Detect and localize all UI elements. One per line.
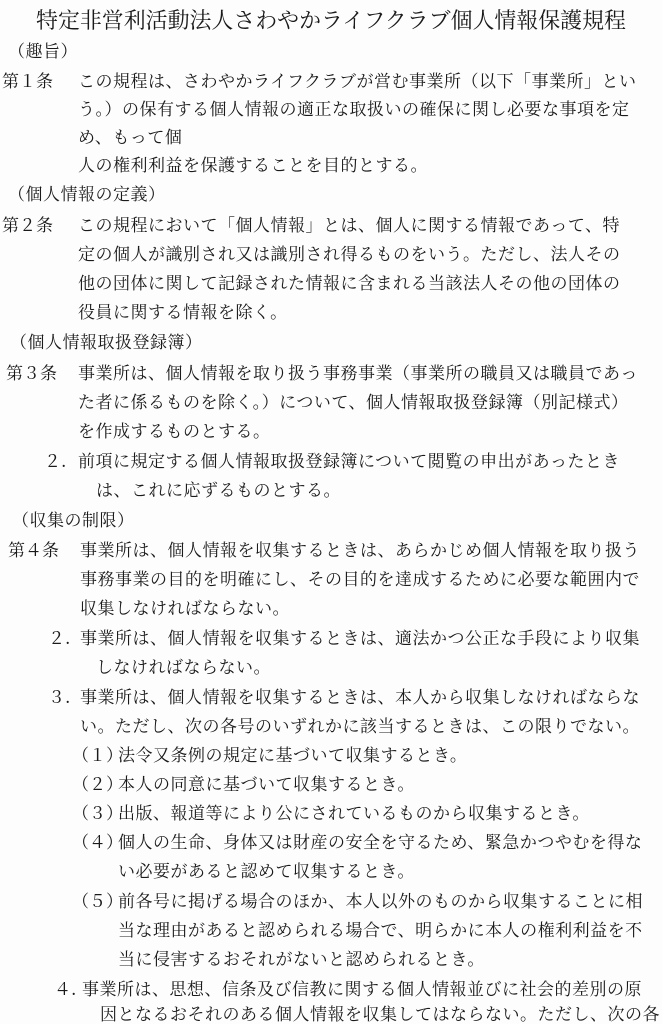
article-1-line: この規程は、さわやかライフクラブが営む事業所（以下「事業所」とい xyxy=(78,72,637,92)
article-1-line: う。）の保有する個人情報の適正な取扱いの確保に関し必要な事項を定 xyxy=(78,100,630,120)
article-3-line: た者に係るものを除く。）について、個人情報取扱登録簿（別記様式） xyxy=(78,393,629,413)
article-number-4: 第４条 xyxy=(8,541,59,561)
subitem-line: 個人の生命、身体又は財産の安全を守るため、緊急かつやむを得な xyxy=(118,833,643,853)
clause-line: 事業所は、個人情報を収集するときは、本人から収集しなければならな xyxy=(80,688,640,708)
section-heading-definition: （個人情報の定義） xyxy=(8,185,166,205)
section-heading-purpose: （趣旨） xyxy=(8,42,78,62)
section-heading-registry: （個人情報取扱登録簿） xyxy=(10,333,203,353)
subitem-line: 当な理由があると認められる場合で、明らかに本人の権利利益を不 xyxy=(118,921,643,941)
article-4-line: 収集しなければならない。 xyxy=(80,599,290,619)
article-number-3: 第３条 xyxy=(6,364,57,384)
clause-line: 因となるおそれのある個人情報を収集してはならない。ただし、次の各 xyxy=(100,1005,660,1025)
subitem-number: （５） xyxy=(72,892,123,912)
clause-line: い。ただし、次の各号のいずれかに該当するときは、この限りでない。 xyxy=(80,717,640,737)
article-2-line: 他の団体に関して記録された情報に含まれる当該法人その他の団体の xyxy=(78,274,621,294)
subitem-line: い必要があると認めて収集するとき。 xyxy=(118,862,415,882)
subitem-number: （２） xyxy=(72,775,123,795)
subitem-line: 出版、報道等により公にされているものから収集するとき。 xyxy=(118,804,590,824)
clause-number: ４. xyxy=(54,980,77,1000)
subitem-line: 前各号に掲げる場合のほか、本人以外のものから収集することに相 xyxy=(118,892,643,912)
subitem-number: （４） xyxy=(72,833,123,853)
clause-number: ３. xyxy=(48,688,71,708)
article-3-line: 事業所は、個人情報を取り扱う事務事業（事業所の職員又は職員であっ xyxy=(78,364,638,384)
subitem-number: （３） xyxy=(72,804,123,824)
article-4-line: 事業所は、個人情報を収集するときは、あらかじめ個人情報を取り扱う xyxy=(80,541,640,561)
clause-line: は、これに応ずるものとする。 xyxy=(96,481,341,501)
article-number-2: 第２条 xyxy=(2,216,53,236)
article-2-line: 定の個人が識別され又は識別され得るものをいう。ただし、法人その xyxy=(78,245,621,265)
subitem-number: （１） xyxy=(72,746,123,766)
subitem-line: 当に侵害するおそれがないと認められるとき。 xyxy=(118,950,485,970)
article-2-line: この規程において「個人情報」とは、個人に関する情報であって、特 xyxy=(78,216,620,236)
clause-line: 事業所は、個人情報を収集するときは、適法かつ公正な手段により収集 xyxy=(80,629,640,649)
clause-number: ２. xyxy=(48,629,71,649)
section-heading-collection-limits: （収集の制限） xyxy=(12,511,135,531)
subitem-line: 本人の同意に基づいて収集するとき。 xyxy=(118,775,415,795)
subitem-line: 法令又条例の規定に基づいて収集するとき。 xyxy=(118,746,468,766)
clause-line: 事業所は、思想、信条及び信教に関する個人情報並びに社会的差別の原 xyxy=(82,980,642,1000)
document-title: 特定非営利活動法人さわやかライフクラブ個人情報保護規程 xyxy=(36,9,626,34)
article-4-line: 事務事業の目的を明確にし、その目的を達成するために必要な範囲内で xyxy=(80,570,640,590)
clause-line: 前項に規定する個人情報取扱登録簿について閲覧の申出があったとき xyxy=(78,452,620,472)
article-3-line: を作成するものとする。 xyxy=(78,422,271,442)
article-2-line: 役員に関する情報を除く。 xyxy=(78,303,288,323)
article-number-1: 第１条 xyxy=(2,72,53,92)
article-1-line: 人の権利利益を保護することを目的とする。 xyxy=(78,156,428,176)
article-1-line: め、もって個 xyxy=(78,128,183,148)
clause-line: しなければならない。 xyxy=(96,658,271,678)
clause-number: ２. xyxy=(44,452,67,472)
